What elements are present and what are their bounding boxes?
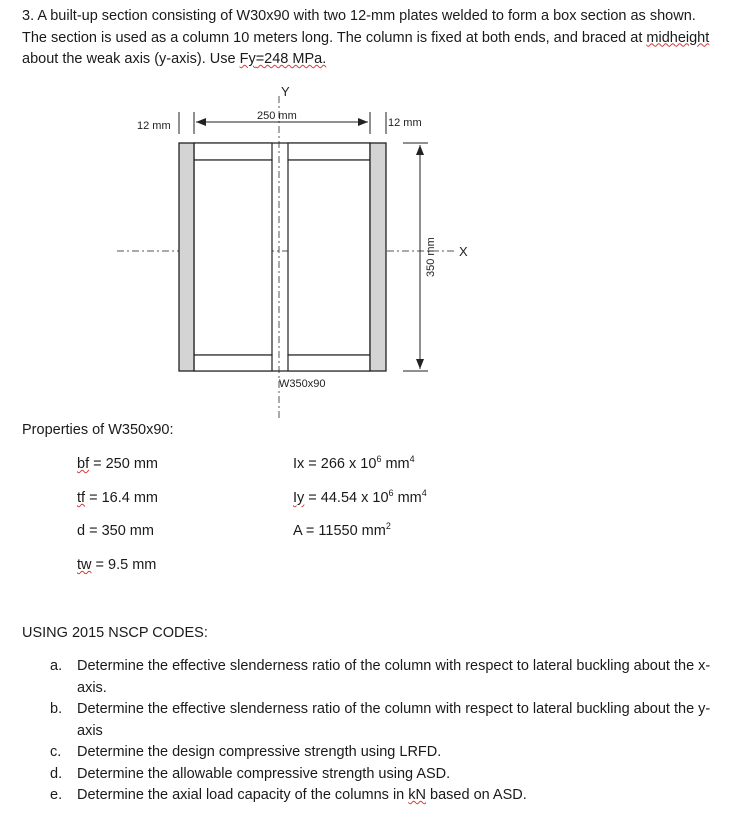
- bf-symbol: bf: [77, 456, 90, 472]
- prop-d: d = 350 mm: [77, 523, 154, 539]
- midheight-word: midheight: [646, 29, 710, 46]
- left-bottom-flange: [194, 355, 272, 371]
- task-c-marker: c.: [50, 744, 62, 760]
- task-e-text-end: based on ASD.: [426, 787, 527, 803]
- prop-bf: [77, 456, 158, 472]
- iy-symbol: Iy: [293, 490, 305, 506]
- task-e: [22, 785, 722, 807]
- prop-tf: [77, 490, 158, 506]
- left-web-panel: [194, 160, 272, 355]
- ix-prefix: Ix = 266 x 10: [293, 456, 377, 472]
- tw-symbol: tw: [77, 557, 92, 573]
- properties-heading: Properties of W350x90:: [22, 422, 174, 438]
- right-bottom-flange: [288, 355, 370, 371]
- y-axis-label: Y: [281, 84, 290, 99]
- task-e-unit: kN: [408, 787, 426, 803]
- task-b-marker: b.: [50, 701, 63, 717]
- task-a-text: Determine the effective slenderness ratio of the column with respect to lateral buckling about the x-axis.: [77, 658, 711, 696]
- tf-symbol: tf: [77, 490, 86, 506]
- right-plate-thickness: 12 mm: [388, 117, 422, 129]
- iy-prefix: = 44.54 x 10: [304, 490, 389, 506]
- task-c: [22, 742, 722, 764]
- depth-arrow-top: [416, 145, 424, 155]
- task-b-text: Determine the effective slenderness ratio of the column with respect to lateral buckling about the y-axis: [77, 701, 711, 739]
- area-unit-exp: 2: [385, 521, 391, 531]
- left-top-flange: [194, 143, 272, 160]
- task-c-text: Determine the design compressive strength using LRFD.: [77, 744, 442, 760]
- prop-area: [293, 523, 391, 539]
- task-d-marker: d.: [50, 765, 63, 782]
- right-side-plate: [370, 143, 386, 371]
- bf-value: = 250 mm: [89, 456, 158, 472]
- fy-value: =248 MPa.: [255, 51, 327, 67]
- right-web-panel: [288, 160, 370, 355]
- width-label: 250 mm: [257, 110, 297, 122]
- prop-tw: [77, 557, 156, 573]
- task-e-text-start: Determine the axial load capacity of the columns in: [77, 787, 409, 803]
- task-e-marker: e.: [50, 787, 63, 803]
- prop-iy: [293, 490, 427, 506]
- tf-value: = 16.4 mm: [85, 490, 158, 506]
- right-top-flange: [288, 143, 370, 160]
- fy-symbol: Fy: [239, 51, 256, 67]
- problem-text-start: 3. A built-up section consisting of W30x90 with two 12-mm plates welded to form a box section as shown. The section is used as a column 10 meters long. The column is fixed at both ends, and braced at: [22, 8, 696, 46]
- task-a: [22, 656, 722, 699]
- codes-heading: USING 2015 NSCP CODES:: [22, 625, 208, 641]
- depth-arrow-bottom: [416, 359, 424, 369]
- task-d: [22, 764, 722, 786]
- depth-label: 350 mm: [425, 237, 437, 277]
- prop-ix: [293, 456, 415, 472]
- left-side-plate: [179, 143, 194, 371]
- task-b: [22, 699, 722, 742]
- task-list: [22, 656, 722, 807]
- iy-unit-exp: 4: [421, 488, 427, 498]
- ix-unit-exp: 4: [409, 454, 415, 464]
- tw-value: = 9.5 mm: [91, 557, 157, 573]
- iy-exp: 6: [388, 488, 394, 498]
- left-plate-thickness: 12 mm: [137, 120, 171, 132]
- width-arrow-left: [196, 118, 206, 126]
- task-a-marker: a.: [50, 658, 63, 674]
- area-prefix: A = 11550 mm: [293, 523, 386, 539]
- iy-unit: mm: [393, 490, 422, 506]
- problem-text-middle: about the weak axis (y-axis). Use: [22, 51, 240, 67]
- ix-unit: mm: [381, 456, 410, 472]
- task-d-text: Determine the allowable compressive strength using ASD.: [77, 765, 451, 782]
- width-arrow-right: [358, 118, 368, 126]
- ix-exp: 6: [376, 454, 382, 464]
- section-label: W350x90: [279, 378, 326, 390]
- x-axis-label: X: [459, 244, 468, 259]
